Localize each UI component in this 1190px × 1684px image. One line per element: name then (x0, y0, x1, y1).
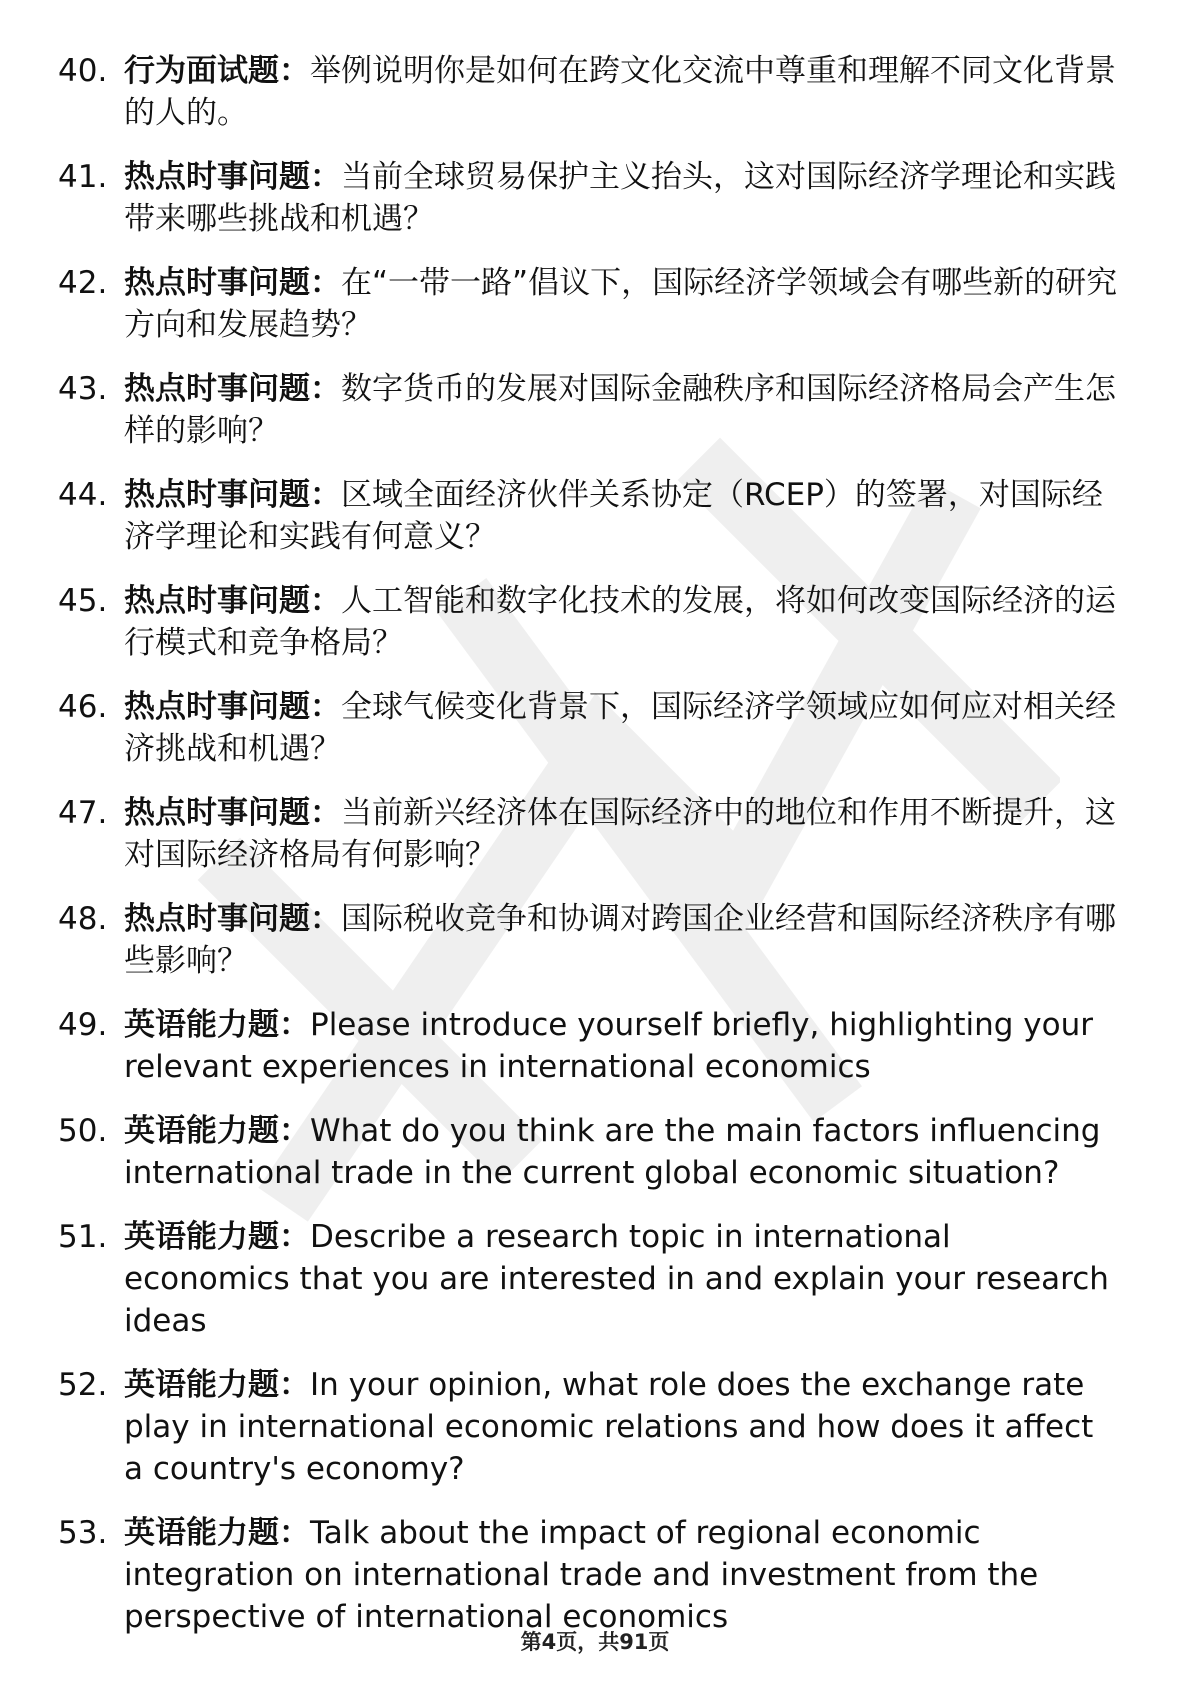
question-text: 举例说明你是如何在跨文化交流中尊重和理解不同文化背景的人的。 (124, 53, 1116, 131)
page-number-footer: 第4页，共91页 (520, 1630, 670, 1654)
question-category: 热点时事问题： (124, 583, 341, 619)
question-item (58, 1110, 1118, 1194)
question-category: 热点时事问题： (124, 371, 341, 407)
question-number: 46. (58, 689, 108, 725)
question-category: 热点时事问题： (124, 901, 341, 937)
question-category: 热点时事问题： (124, 795, 341, 831)
question-number: 42. (58, 265, 108, 301)
question-list (58, 50, 1118, 1638)
question-number: 53. (58, 1515, 108, 1551)
question-number: 52. (58, 1367, 108, 1403)
question-category: 英语能力题： (124, 1515, 310, 1551)
question-text: 国际税收竞争和协调对跨国企业经营和国际经济秩序有哪些影响？ (124, 901, 1116, 979)
question-text: 在“一带一路”倡议下，国际经济学领域会有哪些新的研究方向和发展趋势？ (124, 265, 1118, 343)
question-item (58, 474, 1118, 558)
question-text: Describe a research topic in international economics that you are interested in and explain your research ideas (124, 1219, 1109, 1339)
question-item (58, 156, 1118, 240)
question-category: 英语能力题： (124, 1219, 310, 1255)
question-category: 英语能力题： (124, 1113, 310, 1149)
question-text: Talk about the impact of regional economic integration on international trade and investment from the perspective of international economics (124, 1515, 1039, 1635)
question-item (58, 50, 1118, 134)
question-item (58, 1216, 1118, 1342)
question-item (58, 686, 1118, 770)
question-number: 45. (58, 583, 108, 619)
question-item (58, 898, 1118, 982)
question-number: 48. (58, 901, 108, 937)
question-number: 44. (58, 477, 108, 513)
question-number: 50. (58, 1113, 108, 1149)
question-text: 当前新兴经济体在国际经济中的地位和作用不断提升，这对国际经济格局有何影响？ (124, 795, 1116, 873)
question-number: 49. (58, 1007, 108, 1043)
question-item (58, 368, 1118, 452)
question-category: 英语能力题： (124, 1367, 310, 1403)
question-item (58, 580, 1118, 664)
question-category: 热点时事问题： (124, 689, 341, 725)
question-text: Please introduce yourself briefly, highlighting your relevant experiences in international economics (124, 1007, 1093, 1085)
question-number: 43. (58, 371, 108, 407)
question-number: 51. (58, 1219, 108, 1255)
question-number: 47. (58, 795, 108, 831)
question-text: 当前全球贸易保护主义抬头，这对国际经济学理论和实践带来哪些挑战和机遇？ (124, 159, 1116, 237)
question-text: What do you think are the main factors influencing international trade in the current global economic situation? (124, 1113, 1101, 1191)
question-number: 40. (58, 53, 108, 89)
question-item (58, 1364, 1118, 1490)
question-number: 41. (58, 159, 108, 195)
question-text: 人工智能和数字化技术的发展，将如何改变国际经济的运行模式和竞争格局？ (124, 583, 1116, 661)
question-text: In your opinion, what role does the exchange rate play in international economic relations and how does it affect a country's economy? (124, 1367, 1094, 1487)
question-text: 数字货币的发展对国际金融秩序和国际经济格局会产生怎样的影响？ (124, 371, 1116, 449)
question-category: 热点时事问题： (124, 159, 341, 195)
question-category: 英语能力题： (124, 1007, 310, 1043)
question-item (58, 1512, 1118, 1638)
question-item (58, 1004, 1118, 1088)
question-text: 全球气候变化背景下，国际经济学领域应如何应对相关经济挑战和机遇？ (124, 689, 1116, 767)
question-text: 区域全面经济伙伴关系协定（RCEP）的签署，对国际经济学理论和实践有何意义？ (124, 477, 1103, 555)
question-category: 热点时事问题： (124, 265, 341, 301)
question-item (58, 792, 1118, 876)
question-item (58, 262, 1118, 346)
question-category: 热点时事问题： (124, 477, 341, 513)
question-category: 行为面试题： (124, 53, 310, 89)
